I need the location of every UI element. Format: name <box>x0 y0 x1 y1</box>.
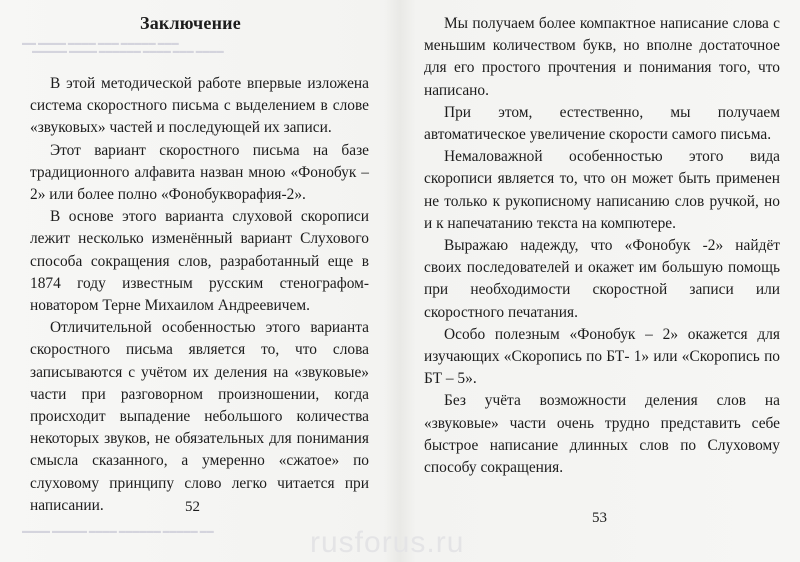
page-title: Заключение <box>140 13 241 33</box>
page-number-right: 53 <box>592 510 607 526</box>
paragraph: Особо полезным «Фонобук – 2» окажется для изучающих «Скоропись по БТ- 1» или «Скоропись по БТ – 5». <box>424 325 780 388</box>
left-page-body <box>30 73 369 517</box>
paragraph: При этом, естественно, мы получаем автоматическое увеличение скорости самого письма. <box>424 103 780 144</box>
paragraph: Выражаю надежду, что «Фонобук -2» найдёт своих последователей и окажет им большую помощь при необходимости скоростной записи или скоростного печатания. <box>424 237 780 321</box>
paragraph: Отличительной особенностью этого варианта скоростного письма является то, что слова записываются с учётом их деления на «звуковые» части при разговорном произношении, когда происходит выпадение небольшого количества некоторых звуков, не обязательных для понимания смысла сказанного, а умеренно «сжатое» по слуховому принципу слово легко читается при написании. <box>30 319 369 514</box>
show-through-marks: ▬▬ ▬▬▬▬ ▬▬▬▬ ▬▬▬ ▬▬▬▬▬ ▬▬▬ <box>22 40 179 47</box>
page-number-left: 52 <box>185 499 200 515</box>
paragraph: В основе этого варианта слуховой скорописи лежит несколько изменённый вариант Слухового способа сокращения слов, разработанный еще в 1874 году известным русским стенографом-новатором Терне Михаилом Андреевичем. <box>30 208 369 315</box>
right-page-body <box>424 13 780 479</box>
paragraph: Немаловажной особенностью этого вида скорописи является то, что он может быть применен не только к рукописному написанию слов ручкой, но и к напечатанию текста на компютере. <box>424 148 780 232</box>
paragraph: Без учёта возможности деления слов на «звуковые» части очень трудно представить себе быстрое написание длинных слов по Слуховому способу сокращения. <box>424 392 780 477</box>
show-through-marks: ▬▬▬▬▬ ▬▬▬▬ ▬▬▬▬▬▬ ▬▬▬▬ ▬▬▬ ▬▬▬▬ <box>32 48 224 55</box>
show-through-marks: ▬▬▬▬ ▬▬▬▬▬ ▬▬▬▬ ▬▬▬▬▬▬ ▬▬▬▬▬ ▬▬ <box>22 528 214 535</box>
site-watermark: rusforus.ru <box>310 526 465 559</box>
paragraph: Мы получаем более компактное написание слова с меньшим количеством букв, но вполне достаточное для его простого прочтения и понимания того, что написано. <box>424 15 780 99</box>
paragraph: Этот вариант скоростного письма на базе традиционного алфавита назван мною «Фонобук – 2» или более полно «Фонобукворафия-2». <box>30 141 369 204</box>
paragraph: В этой методической работе впервые изложена система скоростного письма с выделением в слове «звуковых» частей и последующей их записи. <box>30 75 369 137</box>
